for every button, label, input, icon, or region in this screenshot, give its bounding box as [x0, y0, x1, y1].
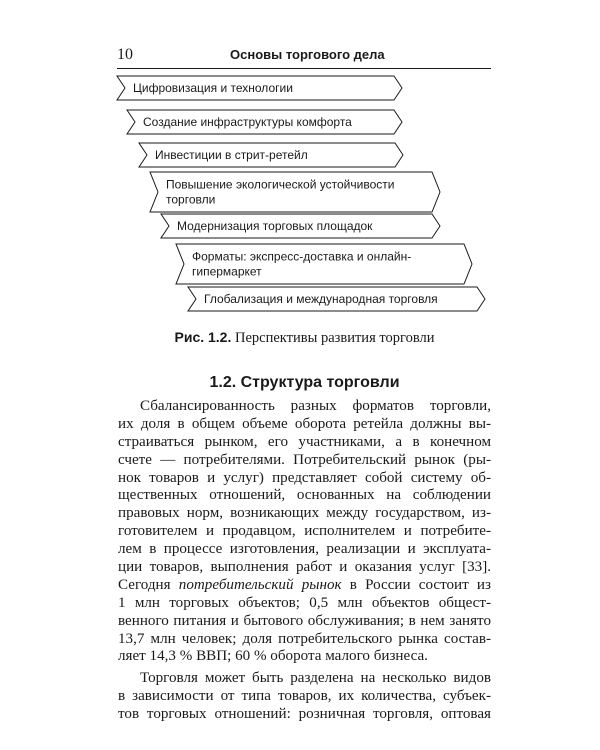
chevron-label: торговли — [166, 192, 216, 207]
text-run: Сегодня — [118, 576, 179, 593]
chevron-label: Инвестиции в стрит-ретейл — [155, 148, 308, 162]
emphasis-term: потребительский рынок — [178, 576, 342, 593]
figure-caption-label: Рис. 1.2. — [174, 329, 232, 345]
figure-caption — [118, 329, 491, 347]
text-line — [118, 577, 491, 595]
text-line: нок товаров и услуг) представляет собой систему об- — [118, 469, 491, 486]
text-line: 13,7 млн человек; доля потребительского рынка состав- — [118, 630, 491, 647]
text-line: правовых норм, возникающих между государством, из- — [118, 505, 491, 522]
running-title: Основы торгового дела — [230, 47, 385, 62]
text-run: в России состоит из — [341, 576, 491, 593]
body-text — [118, 398, 491, 724]
trade-development-diagram — [0, 0, 600, 330]
text-line: счете — потребителями. Потребительский рынок (ры- — [118, 451, 491, 468]
text-line: 1 млн торговых объектов; 0,5 млн объектов общест- — [118, 594, 491, 611]
chevron-label: Повышение экологической устойчивости — [166, 177, 395, 192]
chevron-label: Модернизация торговых площадок — [177, 219, 373, 233]
text-line: их доля в общем объеме оборота ретейла должны вы- — [118, 415, 491, 432]
text-line: ляет 14,3 % ВВП; 60 % оборота малого бизнеса. — [118, 648, 428, 665]
chevron-label: Цифровизация и технологии — [133, 81, 293, 95]
text-line: Сбалансированность разных форматов торговли, — [140, 398, 491, 414]
chevron-label: Глобализация и международная торговля — [204, 292, 438, 306]
text-line: страиваться рынком, его участниками, а в конечном — [118, 433, 491, 450]
text-line: готовителем и продавцом, исполнителем и потребите- — [118, 523, 491, 540]
figure-caption-text: Перспективы развития торговли — [231, 330, 435, 346]
chevron-label: гипермаркет — [192, 264, 262, 279]
text-line: венного питания и бытового обслуживания; в нем занято — [118, 612, 491, 629]
chevron-label: Форматы: экспресс-доставка и онлайн- — [192, 249, 412, 264]
text-line: тов торговых отношений: розничная торговля, оптовая — [118, 706, 491, 723]
text-line: в зависимости от типа товаров, их количества, субъек- — [118, 688, 491, 705]
chevron-label: Создание инфраструктуры комфорта — [143, 115, 352, 129]
text-line: ции товаров, выполнения работ и оказания услуг [33]. — [118, 559, 491, 576]
section-title: 1.2. Структура торговли — [209, 374, 400, 391]
text-line: щественных отношений, основанных на соблюдении — [118, 487, 491, 504]
page-number: 10 — [117, 46, 133, 63]
text-line: Торговля может быть разделена на несколько видов — [140, 670, 491, 687]
text-line: лем в процессе изготовления, реализации и эксплуата- — [118, 541, 491, 558]
